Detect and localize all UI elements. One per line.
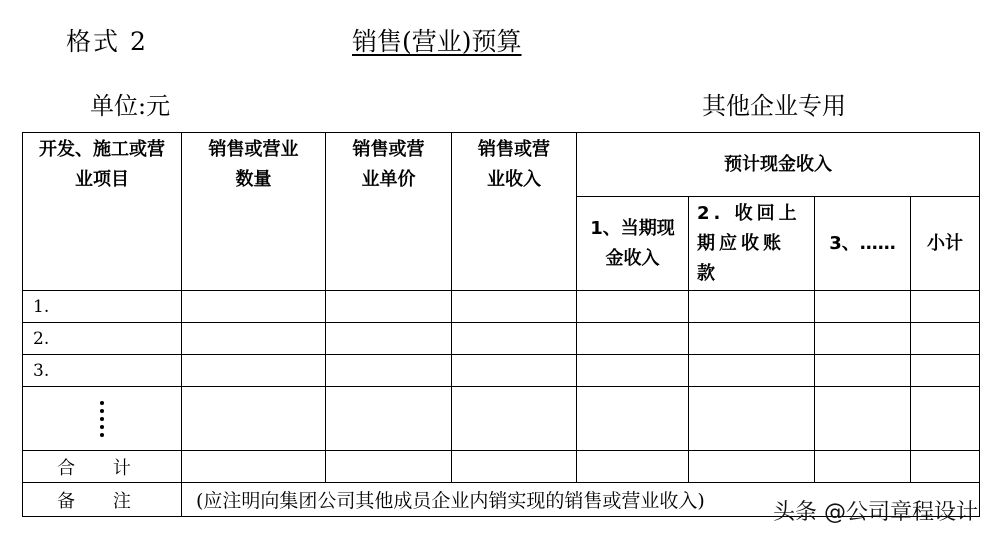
- header-subtotal: 小计: [911, 197, 980, 291]
- table-cell: [689, 387, 815, 451]
- table-cell: [452, 291, 577, 323]
- table-cell: [815, 355, 911, 387]
- format-label: 格式 2: [66, 27, 148, 56]
- table-cell: [911, 387, 980, 451]
- table-cell: [577, 451, 689, 483]
- table-cell: [911, 451, 980, 483]
- header-other-receipts: 3、……: [815, 197, 911, 291]
- sales-budget-table: [22, 132, 980, 517]
- table-cell: [182, 451, 326, 483]
- row-1-label: 1.: [23, 291, 182, 323]
- table-cell: [689, 291, 815, 323]
- table-cell: [815, 451, 911, 483]
- table-cell: [815, 387, 911, 451]
- table-cell: [326, 291, 452, 323]
- table-cell: [815, 291, 911, 323]
- table-cell: [577, 323, 689, 355]
- header-project: 开发、施工或营业项目: [23, 133, 182, 291]
- table-cell: [452, 355, 577, 387]
- table-cell: [577, 291, 689, 323]
- table-cell: [182, 291, 326, 323]
- table-cell: [182, 387, 326, 451]
- row-3-label: 3.: [23, 355, 182, 387]
- total-label: 合 计: [23, 451, 182, 483]
- vertical-ellipsis-icon: [100, 397, 104, 441]
- header-collect-prior-receivables: 2. 收回上期应收账款: [689, 197, 815, 291]
- table-cell: [911, 291, 980, 323]
- table-cell: [182, 355, 326, 387]
- table-cell: [452, 451, 577, 483]
- table-cell: [911, 355, 980, 387]
- table-cell: [689, 451, 815, 483]
- header-cash-receipts: 预计现金收入: [577, 133, 980, 197]
- remarks-text: (应注明向集团公司其他成员企业内销实现的销售或营业收入): [182, 483, 980, 517]
- watermark: 头条 @公司章程设计: [773, 500, 978, 525]
- table-cell: [326, 387, 452, 451]
- unit-label: 单位:元: [90, 92, 171, 120]
- usage-label: 其他企业专用: [702, 92, 846, 120]
- table-cell: [326, 451, 452, 483]
- table-cell: [577, 387, 689, 451]
- table-cell: [452, 387, 577, 451]
- document-title: 销售(营业)预算: [352, 27, 522, 56]
- header-revenue: 销售或营业收入: [452, 133, 577, 291]
- table-cell: [452, 323, 577, 355]
- table-cell: [815, 323, 911, 355]
- table-cell: [689, 355, 815, 387]
- table-cell: [182, 323, 326, 355]
- table-cell: [911, 323, 980, 355]
- table-cell: [326, 355, 452, 387]
- table-cell: [326, 323, 452, 355]
- header-quantity: 销售或营业数量: [182, 133, 326, 291]
- header-unit-price: 销售或营业单价: [326, 133, 452, 291]
- header-current-period-cash: 1、当期现金收入: [577, 197, 689, 291]
- remarks-label: 备 注: [23, 483, 182, 517]
- table-cell: [577, 355, 689, 387]
- row-ellipsis: [23, 387, 182, 451]
- table-cell: [689, 323, 815, 355]
- row-2-label: 2.: [23, 323, 182, 355]
